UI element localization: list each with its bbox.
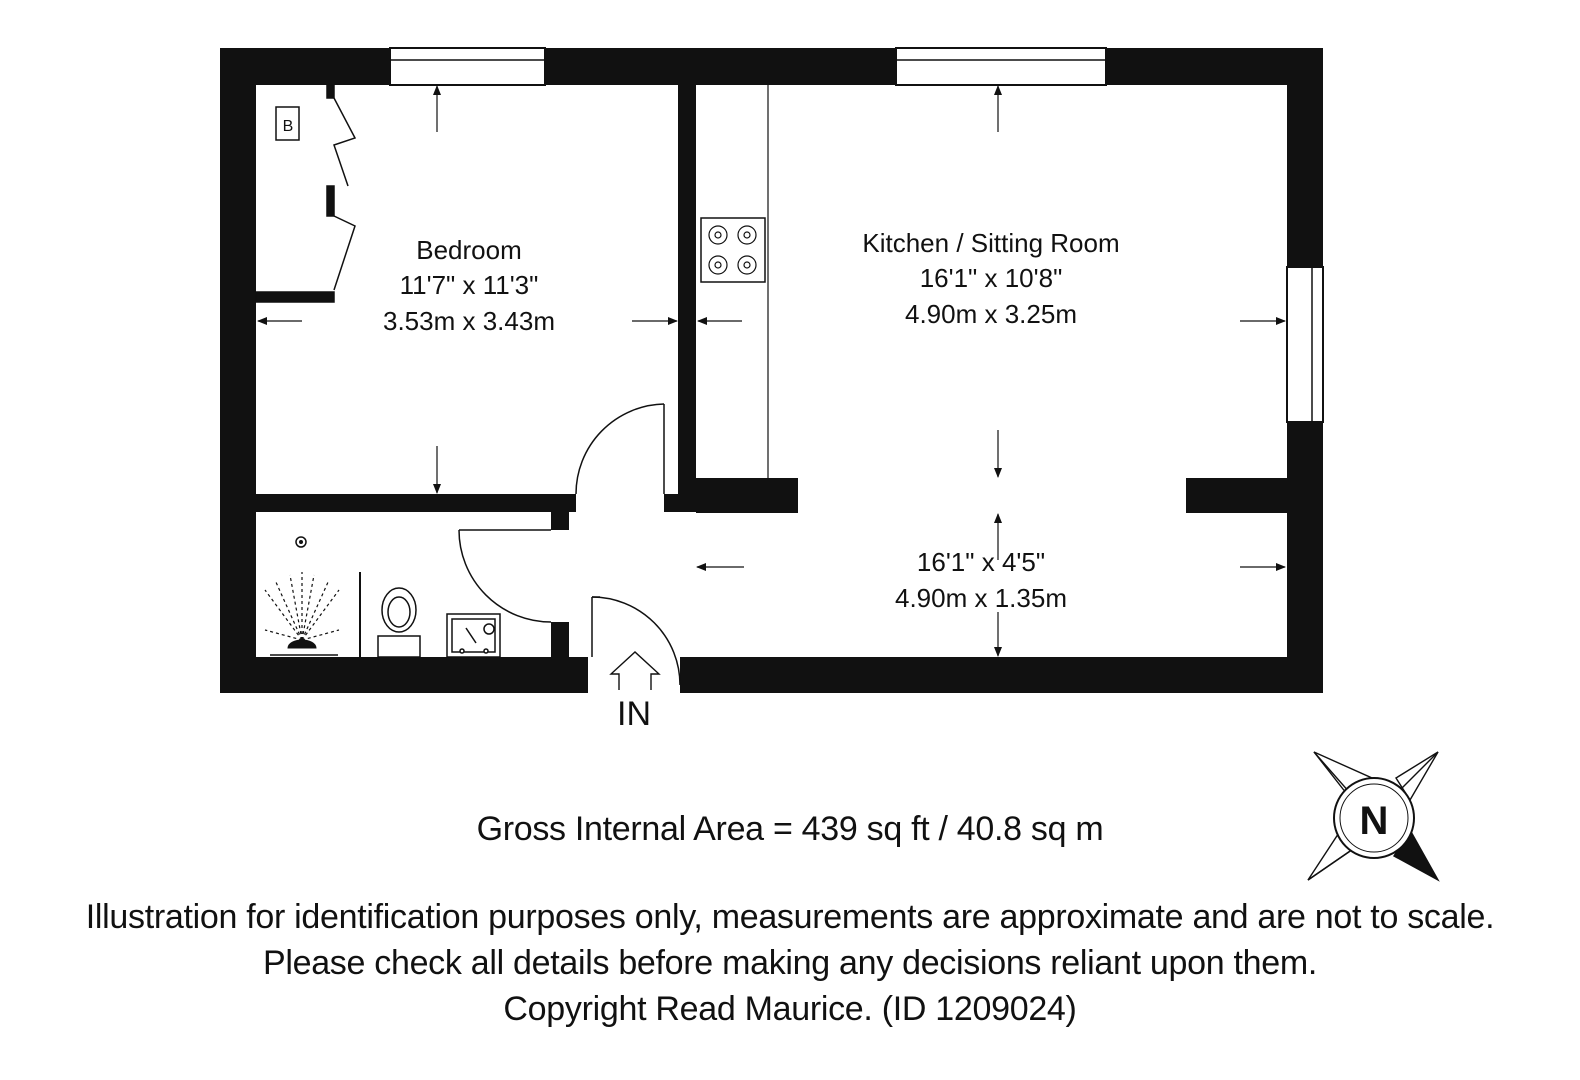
bedroom-name: Bedroom bbox=[416, 235, 522, 265]
kitchen-counter bbox=[701, 85, 768, 478]
kitchen-imperial: 16'1" x 10'8" bbox=[919, 263, 1063, 293]
kitchen-metric: 4.90m x 3.25m bbox=[905, 299, 1077, 329]
copyright-line: Copyright Read Maurice. (ID 1209024) bbox=[503, 990, 1077, 1028]
sink-icon bbox=[447, 614, 500, 657]
shower-drain-icon bbox=[296, 537, 306, 547]
hallway-imperial: 16'1" x 4'5" bbox=[916, 547, 1046, 577]
bedroom-metric: 3.53m x 3.43m bbox=[383, 306, 555, 336]
entrance-arrow-icon bbox=[611, 652, 659, 690]
dimension-arrows bbox=[258, 86, 1285, 656]
bedroom-door bbox=[576, 404, 664, 494]
gross-internal-area: Gross Internal Area = 439 sq ft / 40.8 sq m bbox=[476, 810, 1104, 848]
disclaimer-line-2: Please check all details before making any decisions reliant upon them. bbox=[262, 944, 1318, 982]
window-bedroom bbox=[390, 48, 545, 85]
disclaimer-line-1: Illustration for identification purposes only, measurements are approximate and are not to scale. bbox=[85, 898, 1495, 936]
wardrobe bbox=[256, 85, 355, 302]
boiler bbox=[276, 107, 299, 140]
bathroom-door bbox=[459, 530, 551, 622]
hallway-metric: 4.90m x 1.35m bbox=[895, 583, 1067, 613]
boiler-label: B bbox=[282, 118, 294, 135]
kitchen-label bbox=[862, 228, 1119, 329]
window-kitchen-side bbox=[1287, 267, 1323, 422]
hallway-label bbox=[895, 547, 1067, 613]
kitchen-name: Kitchen / Sitting Room bbox=[862, 228, 1120, 258]
toilet-icon bbox=[378, 588, 420, 657]
entrance-door bbox=[592, 597, 680, 685]
bedroom-imperial: 11'7" x 11'3" bbox=[399, 270, 539, 300]
bedroom-label bbox=[383, 235, 555, 336]
entrance-label: IN bbox=[617, 695, 651, 733]
compass-north-label: N bbox=[1359, 799, 1389, 843]
shower-icon bbox=[265, 572, 360, 657]
window-kitchen bbox=[896, 48, 1106, 85]
